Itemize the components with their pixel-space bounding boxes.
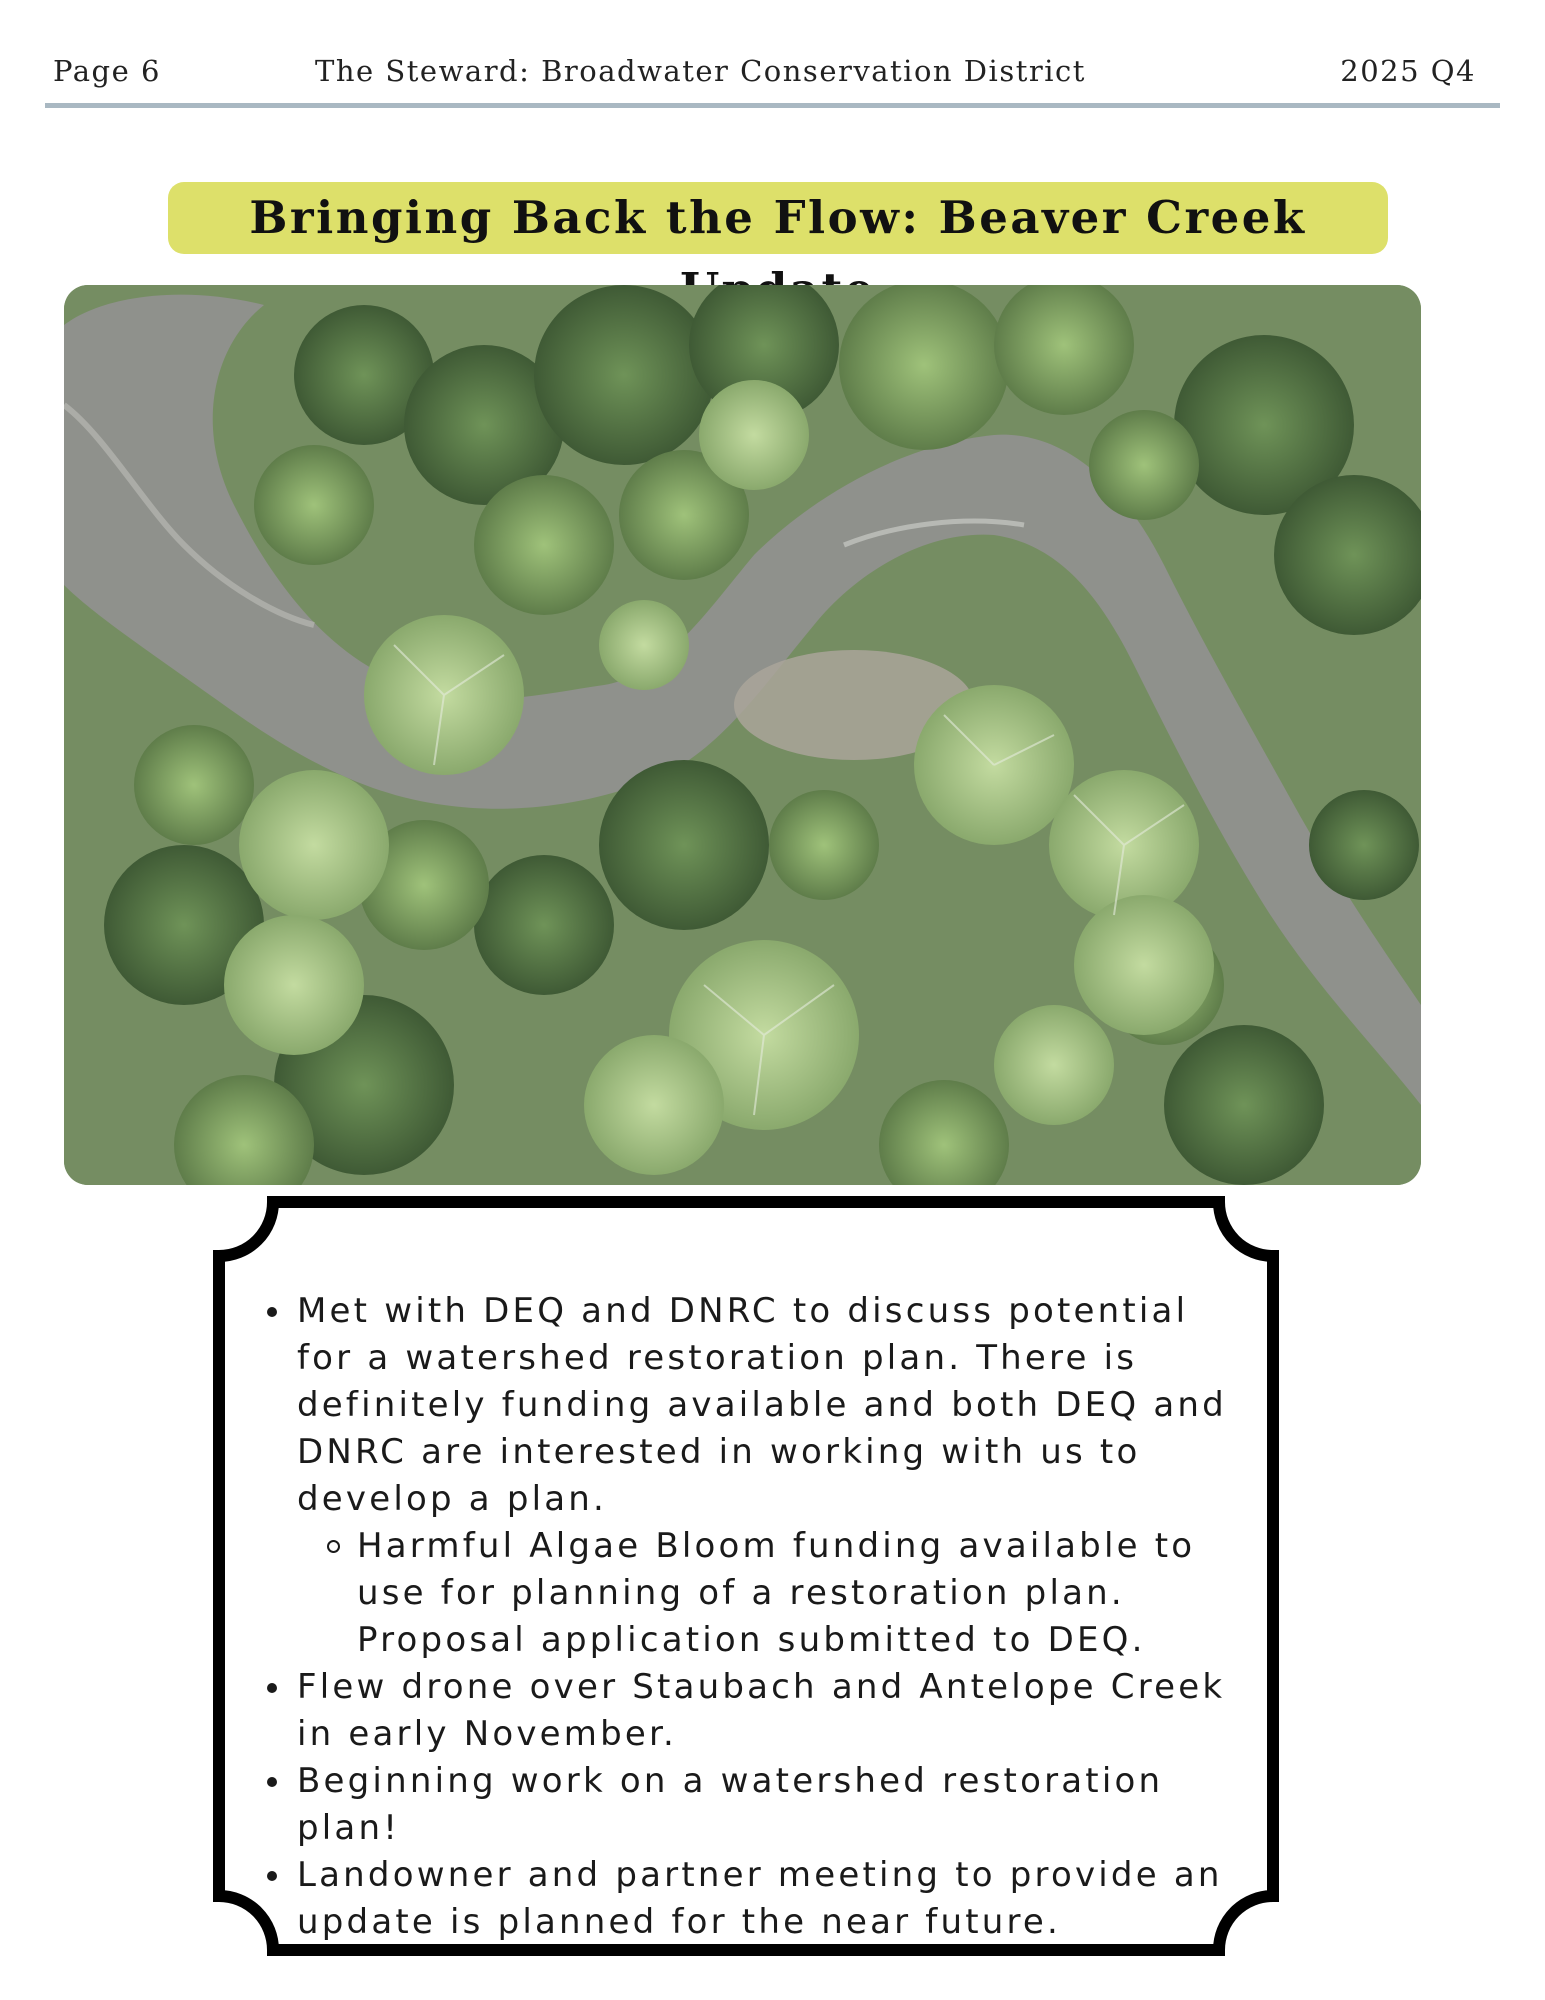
- aerial-creek-photo: [64, 285, 1421, 1185]
- page-number: Page 6: [53, 54, 161, 88]
- list-subitem: Harmful Algae Bloom funding available to use for planning of a restoration plan. Proposal application submitted to DEQ.: [259, 1523, 1249, 1664]
- header-divider: [45, 103, 1500, 108]
- list-item: Landowner and partner meeting to provide an update is planned for the near future.: [259, 1852, 1249, 1946]
- update-list: [259, 1288, 1249, 1946]
- article-headline: Bringing Back the Flow: Beaver Creek: [168, 182, 1388, 254]
- page-header: [45, 48, 1500, 98]
- issue-label: 2025 Q4: [1340, 54, 1476, 88]
- list-item: Flew drone over Staubach and Antelope Creek in early November.: [259, 1664, 1249, 1758]
- aerial-creek-illustration: [64, 285, 1421, 1185]
- list-item: Beginning work on a watershed restoration plan!: [259, 1758, 1249, 1852]
- newsletter-title: The Steward: Broadwater Conservation District: [315, 54, 1086, 88]
- list-item: Met with DEQ and DNRC to discuss potential for a watershed restoration plan. There is definitely funding available and both DEQ and DNRC are interested in working with us to develop a plan.: [259, 1288, 1249, 1523]
- update-box: [213, 1196, 1279, 1956]
